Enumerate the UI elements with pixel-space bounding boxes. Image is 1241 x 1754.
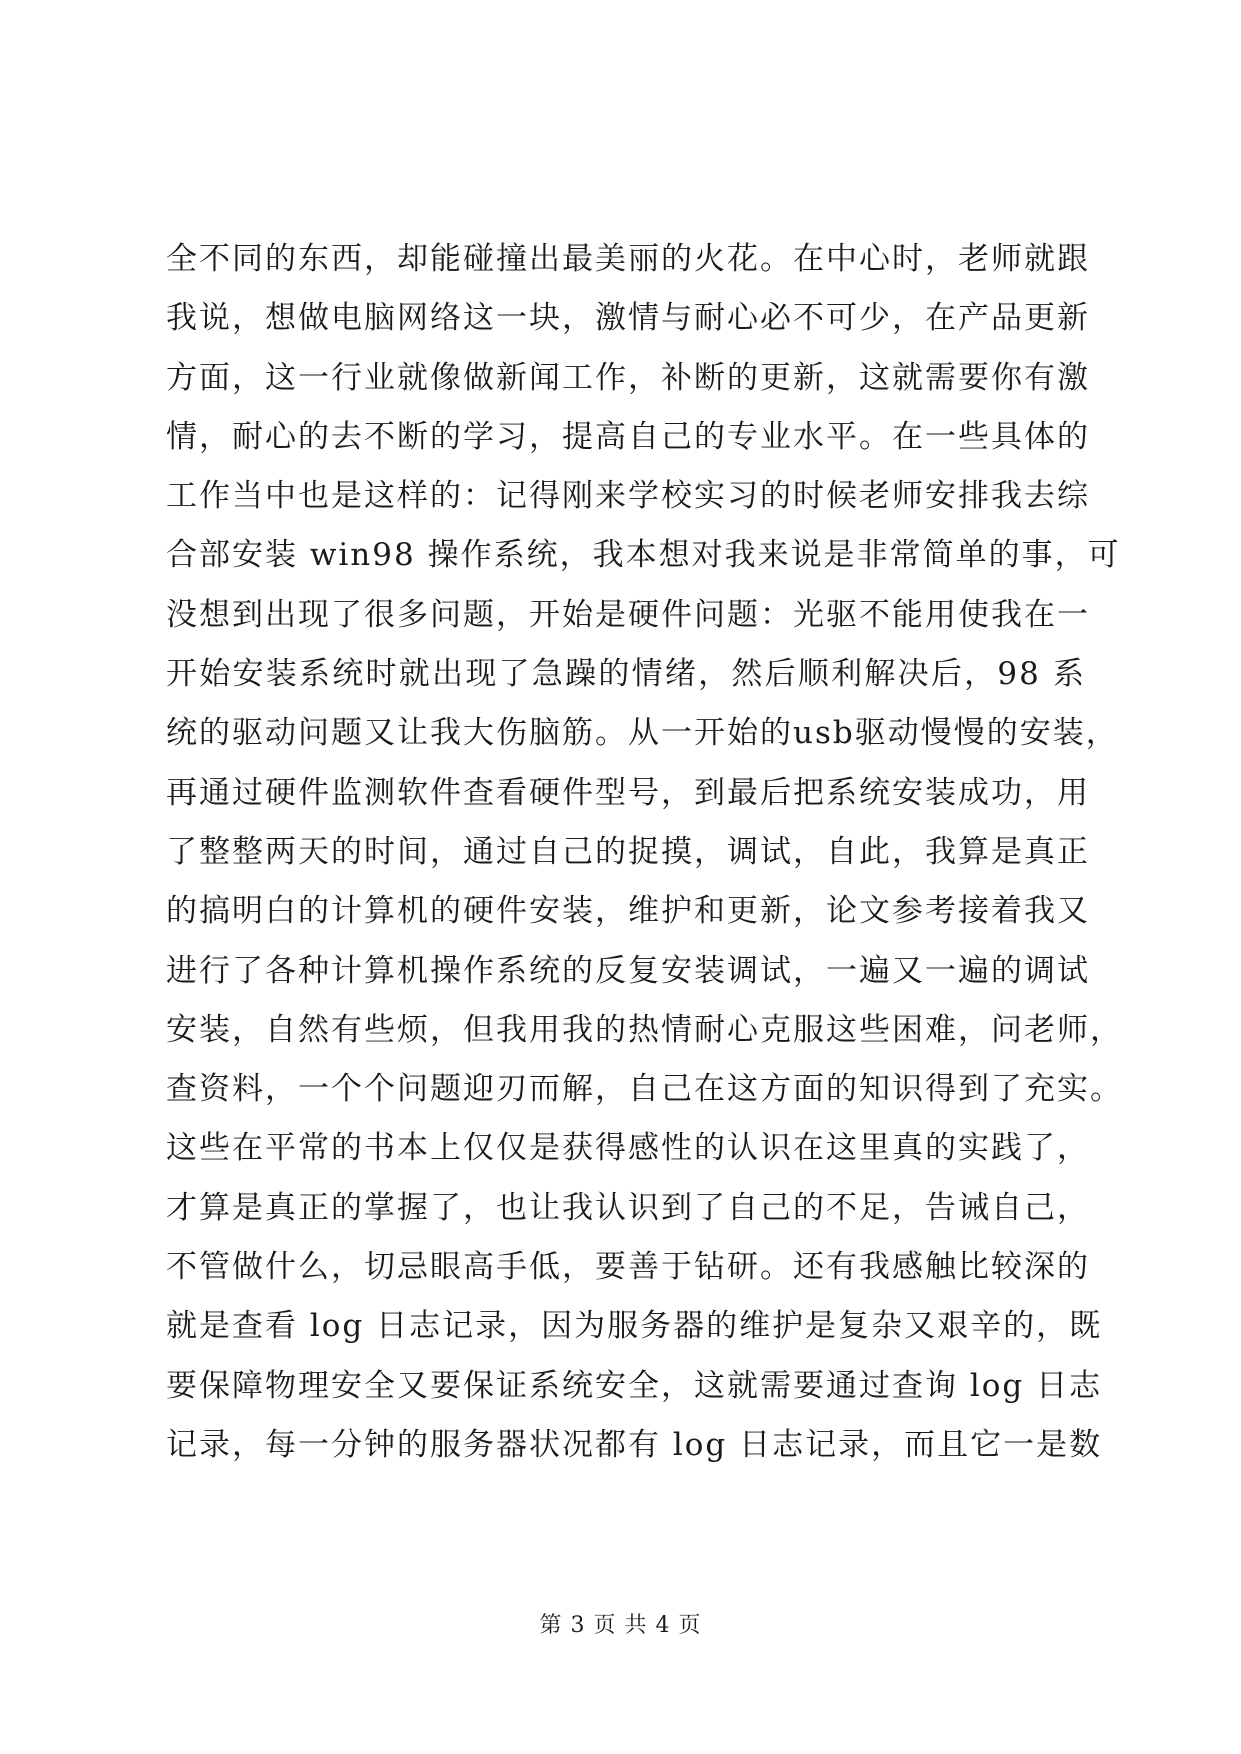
text-line: 进行了各种计算机操作系统的反复安装调试，一遍又一遍的调试: [166, 952, 1090, 989]
text-line: 查资料，一个个问题迎刃而解，自己在这方面的知识得到了充实。: [166, 1071, 1123, 1108]
text-line: 统的驱动问题又让我大伤脑筋。从一开始的usb驱动慢慢的安装，: [166, 715, 1119, 752]
text-line: 我说，想做电脑网络这一块，激情与耐心必不可少，在产品更新: [166, 300, 1090, 337]
text-line: 了整整两天的时间，通过自己的捉摸，调试，自此，我算是真正: [166, 833, 1090, 870]
text-line: 情，耐心的去不断的学习，提高自己的专业水平。在一些具体的: [166, 418, 1090, 455]
body-text: [166, 230, 1123, 1475]
text-line: 方面，这一行业就像做新闻工作，补断的更新，这就需要你有激: [166, 359, 1090, 396]
text-line: 合部安装 win98 操作系统，我本想对我来说是非常简单的事，可: [166, 537, 1121, 574]
text-line: 才算是真正的掌握了，也让我认识到了自己的不足，告诫自己，: [166, 1189, 1090, 1226]
text-line: 这些在平常的书本上仅仅是获得感性的认识在这里真的实践了，: [166, 1130, 1090, 1167]
text-line: 再通过硬件监测软件查看硬件型号，到最后把系统安装成功，用: [166, 774, 1090, 811]
text-line: 工作当中也是这样的：记得刚来学校实习的时候老师安排我去综: [166, 478, 1090, 515]
text-line: 记录，每一分钟的服务器状况都有 log 日志记录，而且它一是数: [166, 1426, 1103, 1463]
text-line: 就是查看 log 日志记录，因为服务器的维护是复杂又艰辛的，既: [166, 1308, 1103, 1345]
text-line: 要保障物理安全又要保证系统安全，这就需要通过查询 log 日志: [166, 1367, 1103, 1404]
text-line: 没想到出现了很多问题，开始是硬件问题：光驱不能用使我在一: [166, 596, 1090, 633]
text-line: 安装，自然有些烦，但我用我的热情耐心克服这些困难，问老师，: [166, 1011, 1123, 1048]
text-line: 不管做什么，切忌眼高手低，要善于钻研。还有我感触比较深的: [166, 1249, 1090, 1286]
text-line: 开始安装系统时就出现了急躁的情绪，然后顺利解决后，98 系: [166, 656, 1086, 693]
text-line: 的搞明白的计算机的硬件安装，维护和更新，论文参考接着我又: [166, 893, 1090, 930]
text-line: 全不同的东西，却能碰撞出最美丽的火花。在中心时，老师就跟: [166, 241, 1090, 277]
page-number-footer: 第 3 页 共 4 页: [539, 1613, 702, 1638]
